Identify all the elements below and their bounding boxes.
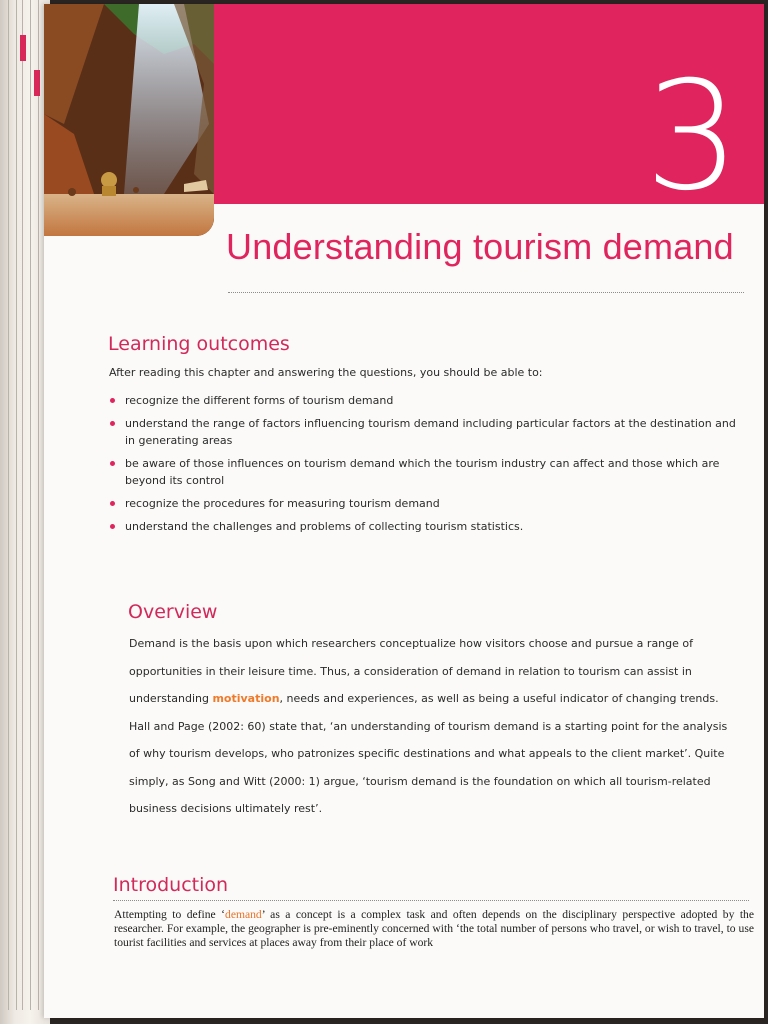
overview-text-start: Demand is the basis upon which researchers conceptualize how visitors choose and pursue a range of opportunities in their leisure time. Thus, a consideration of demand in relation to tourism can assist in understanding [129, 637, 694, 705]
chapter-banner [214, 4, 764, 224]
bullet-icon [110, 501, 115, 506]
learning-outcomes-list [108, 392, 748, 541]
bullet-icon [110, 398, 115, 403]
list-item [108, 392, 748, 409]
cave-photo [44, 4, 214, 236]
list-item-text: understand the range of factors influencing tourism demand including particular factors at the destination and in generating areas [125, 417, 736, 447]
overview-text-end: , needs and experiences, as well as being a useful indicator of changing trends. Hall and Page (2002: 60) state that, ‘an understanding of tourism demand is a starting point for the analysis of why tourism develops, who patronizes specific destinations and what appeals to the client market’. Quite simply, as Song and Witt (2000: 1) argue, ‘tourism demand is the foundation on which all tourism-related business decisions ultimately rest’. [129, 692, 728, 815]
glossary-term-demand[interactable]: demand [225, 908, 262, 921]
overview-paragraph [129, 630, 729, 823]
list-item-text: recognize the procedures for measuring tourism demand [125, 497, 440, 510]
introduction-divider [113, 900, 749, 901]
glossary-term-motivation[interactable]: motivation [212, 692, 280, 705]
chapter-title: Understanding tourism demand [226, 226, 734, 267]
list-item [108, 415, 748, 449]
learning-outcomes-heading: Learning outcomes [108, 333, 290, 355]
page-edge-line [8, 0, 9, 1010]
overview-heading: Overview [128, 601, 218, 623]
introduction-heading: Introduction [113, 874, 229, 896]
page-edge-tab [20, 35, 26, 61]
introduction-paragraph [114, 908, 754, 950]
chapter-number: 3 [644, 50, 740, 224]
bullet-icon [110, 421, 115, 426]
page-edge-line [38, 0, 39, 1010]
list-item [108, 495, 748, 512]
list-item [108, 518, 748, 535]
bullet-icon [110, 461, 115, 466]
learning-outcomes-intro: After reading this chapter and answering the questions, you should be able to: [109, 366, 543, 379]
introduction-text-end: ’ as a concept is a complex task and often depends on the disciplinary perspective adopted by the researcher. For example, the geographer is pre-eminently concerned with ‘the total number of persons who travel, or wish to travel, to use tourist facilities and services at places away from their place of work [114, 908, 754, 949]
introduction-text-start: Attempting to define ‘ [114, 908, 226, 921]
list-item-text: recognize the different forms of tourism demand [125, 394, 394, 407]
page-edge-line [22, 0, 23, 1010]
page-edge-tab [34, 70, 40, 96]
title-divider [228, 292, 744, 293]
page-edge-line [30, 0, 31, 1010]
page-edge-line [16, 0, 17, 1010]
list-item-text: be aware of those influences on tourism demand which the tourism industry can affect and those which are beyond its control [125, 457, 720, 487]
list-item [108, 455, 748, 489]
bullet-icon [110, 524, 115, 529]
list-item-text: understand the challenges and problems of collecting tourism statistics. [125, 520, 524, 533]
book-page-edges [0, 0, 50, 1024]
